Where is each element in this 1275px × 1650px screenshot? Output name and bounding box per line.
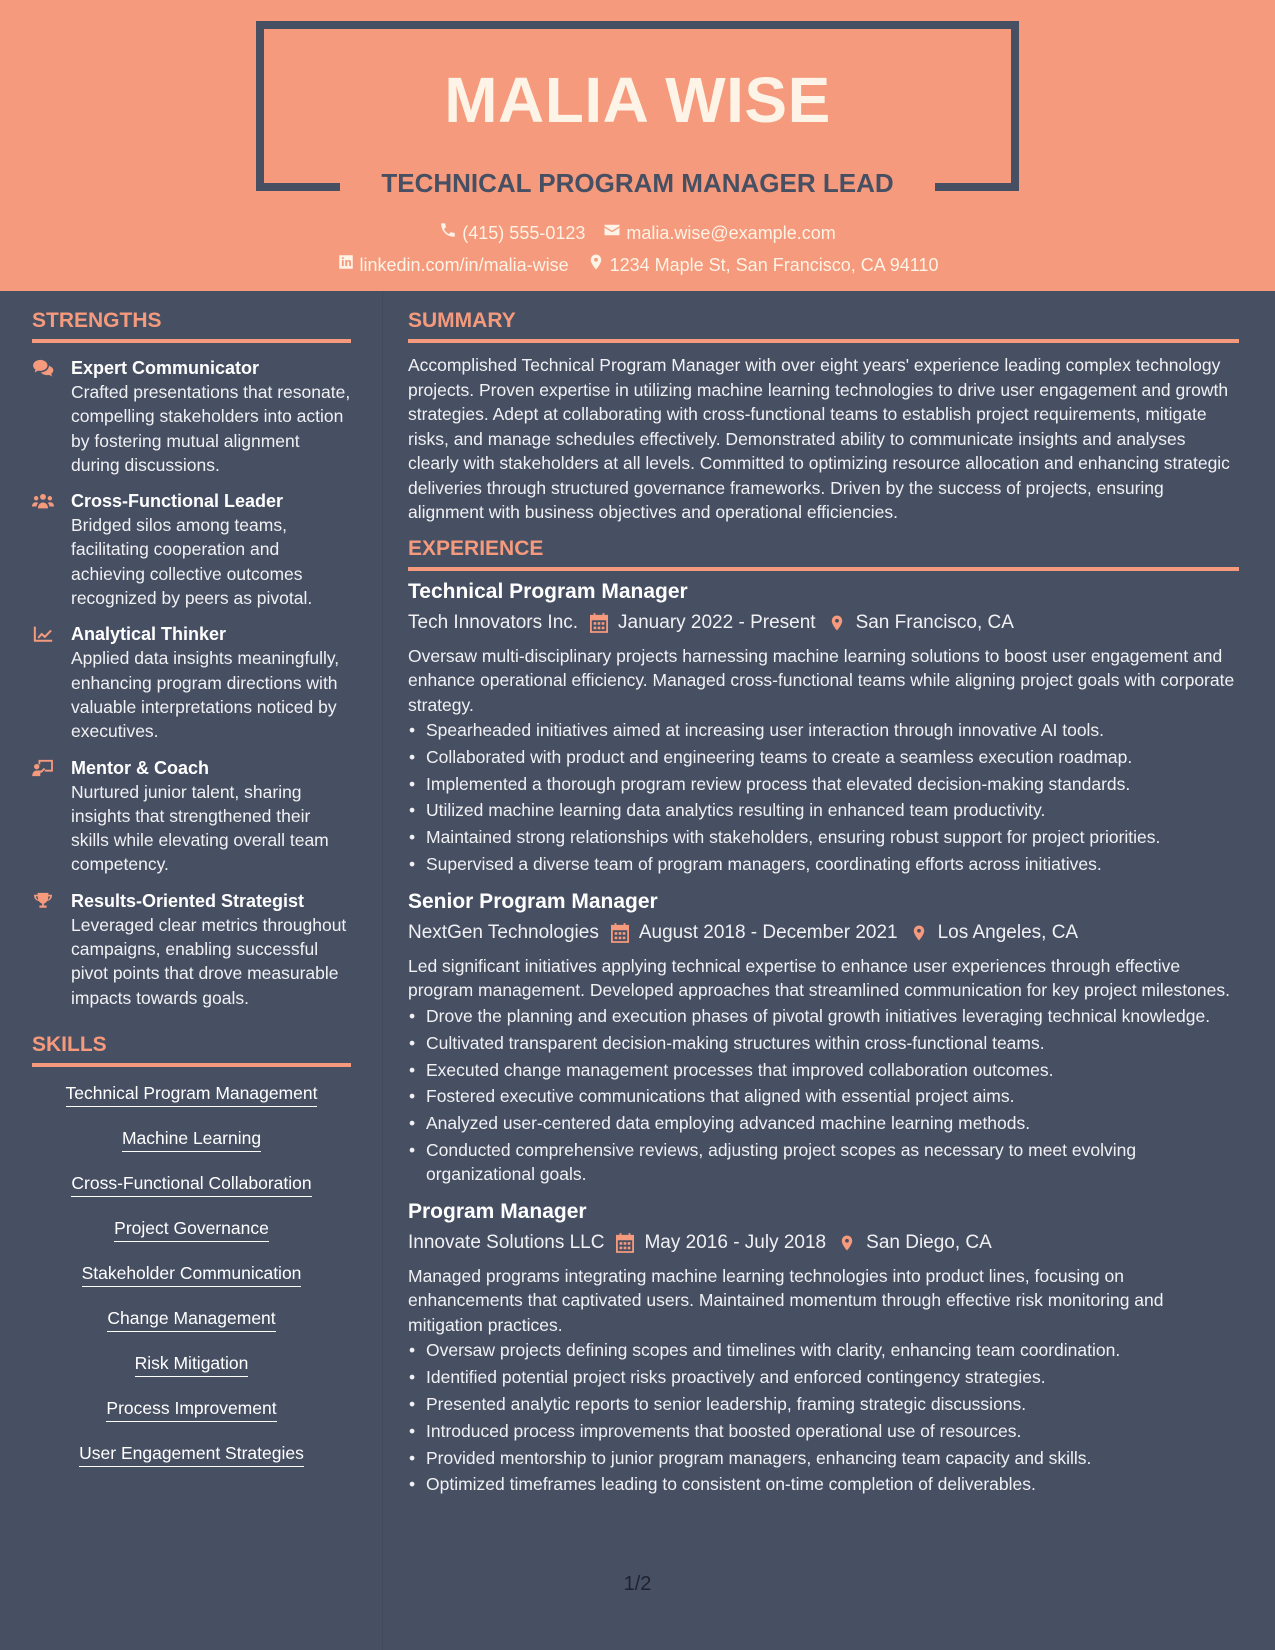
list-item: • Fostered executive communications that aligned with essential project aims.	[408, 1084, 1239, 1108]
list-item: • Oversaw projects defining scopes and timelines with clarity, enhancing team coordination.	[408, 1338, 1239, 1362]
list-item: • Analyzed user-centered data employing advanced machine learning methods.	[408, 1111, 1239, 1135]
list-item: • Drove the planning and execution phases of pivotal growth initiatives leveraging technical knowledge.	[408, 1004, 1239, 1028]
header	[0, 0, 1275, 291]
job-bullets	[408, 1338, 1239, 1496]
skill-tag: Risk Mitigation	[135, 1352, 249, 1377]
summary-heading: SUMMARY	[408, 308, 1239, 343]
list-item: • Conducted comprehensive reviews, adjusting project scopes as necessary to meet evolving organizational goals.	[408, 1138, 1239, 1186]
strength-description: Crafted presentations that resonate, compelling stakeholders into action by fostering mutual alignment during discussions.	[71, 382, 351, 475]
map-marker-icon	[910, 923, 928, 943]
contact-row	[0, 253, 1275, 276]
skills-list	[32, 1082, 351, 1487]
job-entry	[408, 889, 1239, 1186]
job-dates: May 2016 - July 2018	[644, 1231, 827, 1253]
list-item: • Utilized machine learning data analytics resulting in enhanced team productivity.	[408, 798, 1239, 822]
summary-text: Accomplished Technical Program Manager with over eight years' experience leading complex technology projects. Proven expertise in utilizing machine learning technologies to drive user engagement and growth strategies. Adept at collaborating with cross-functional teams to establish project requirements, mitigate risks, and manage schedules effectively. Demonstrated ability to communicate insights and analyses clearly with stakeholders at all levels. Committed to optimizing resource allocation and enhancing strategic deliveries through structured governance frameworks. Driven by the success of projects, ensuring alignment with business objectives and operational efficiencies.	[408, 355, 1230, 522]
list-item: • Optimized timeframes leading to consistent on-time completion of deliverables.	[408, 1472, 1239, 1496]
candidate-name: MALIA WISE	[444, 64, 831, 136]
job-dates: August 2018 - December 2021	[638, 921, 898, 943]
skill-tag: User Engagement Strategies	[79, 1442, 304, 1467]
list-item: • Identified potential project risks proactively and enforced contingency strategies.	[408, 1365, 1239, 1389]
map-marker-icon	[828, 613, 846, 633]
map-marker-icon	[838, 1233, 856, 1253]
phone-icon	[439, 221, 457, 244]
list-item: • Provided mentorship to junior program managers, enhancing team capacity and skills.	[408, 1446, 1239, 1470]
address-contact	[587, 253, 939, 276]
linkedin-text: linkedin.com/in/malia-wise	[359, 254, 569, 275]
trophy-icon	[32, 892, 54, 910]
strength-description: Applied data insights meaningfully, enhancing program directions with valuable interpretations noticed by executives.	[71, 648, 340, 742]
strength-description: Leveraged clear metrics throughout campaigns, enabling successful pivot points that drove measurable impacts towards goals.	[71, 914, 347, 1008]
address-text: 1234 Maple St, San Francisco, CA 94110	[609, 254, 939, 275]
skill-tag: Machine Learning	[122, 1127, 261, 1152]
job-location: San Francisco, CA	[855, 611, 1014, 633]
skills-heading: SKILLS	[32, 1032, 351, 1067]
company-name: NextGen Technologies	[408, 921, 599, 943]
calendar-icon	[590, 613, 608, 633]
strength-title: Cross-Functional Leader	[71, 491, 284, 512]
list-item: • Presented analytic reports to senior leadership, framing strategic discussions.	[408, 1392, 1239, 1416]
skill-tag: Stakeholder Communication	[82, 1262, 302, 1287]
job-dates: January 2022 - Present	[618, 611, 816, 633]
contact-row	[0, 221, 1275, 244]
job-entry	[408, 1199, 1239, 1496]
strength-title: Mentor & Coach	[71, 757, 210, 778]
strength-description: Bridged silos among teams, facilitating cooperation and achieving collective outcomes recognized by peers as pivotal.	[71, 515, 313, 609]
job-description: Led significant initiatives applying technical expertise to enhance user experiences through effective program management. Developed approaches that streamlined communication for key project milestones.	[408, 955, 1230, 1001]
list-item: • Collaborated with product and engineering teams to create a seamless execution roadmap.	[408, 745, 1239, 769]
list-item: • Spearheaded initiatives aimed at increasing user interaction through innovative AI tools.	[408, 718, 1239, 742]
right-column	[408, 291, 1239, 1499]
strength-title: Expert Communicator	[71, 358, 260, 378]
chart-line-icon	[32, 625, 54, 643]
job-bullets	[408, 1004, 1239, 1186]
strength-item	[32, 489, 351, 610]
job-role: Technical Program Manager	[408, 579, 688, 603]
list-item: • Maintained strong relationships with stakeholders, ensuring robust support for project priorities.	[408, 825, 1239, 849]
job-bullets	[408, 718, 1239, 876]
company-name: Innovate Solutions LLC	[408, 1231, 605, 1253]
list-item: • Executed change management processes that improved collaboration outcomes.	[408, 1058, 1239, 1082]
strength-description: Nurtured junior talent, sharing insights that strengthened their skills while elevating overall team competency.	[71, 781, 329, 875]
list-item: • Cultivated transparent decision-making structures within cross-functional teams.	[408, 1031, 1239, 1055]
skill-tag: Technical Program Management	[66, 1082, 318, 1107]
chalkboard-teacher-icon	[32, 759, 54, 777]
skill-tag: Process Improvement	[106, 1397, 276, 1422]
job-meta	[408, 611, 1239, 635]
users-icon	[32, 492, 54, 510]
skill-tag: Change Management	[107, 1307, 275, 1332]
strength-item	[32, 889, 351, 1010]
job-role: Program Manager	[408, 1199, 587, 1223]
map-marker-icon	[587, 253, 605, 276]
linkedin-icon	[337, 253, 355, 276]
job-role: Senior Program Manager	[408, 889, 658, 913]
candidate-title: TECHNICAL PROGRAM MANAGER LEAD	[381, 168, 894, 198]
strength-item	[32, 356, 351, 477]
list-item: • Introduced process improvements that boosted operational use of resources.	[408, 1419, 1239, 1443]
calendar-icon	[611, 923, 629, 943]
strengths-heading: STRENGTHS	[32, 308, 351, 343]
job-location: San Diego, CA	[866, 1231, 992, 1253]
phone-text: (415) 555-0123	[462, 222, 586, 243]
company-name: Tech Innovators Inc.	[408, 611, 579, 633]
job-entry	[408, 579, 1239, 876]
job-meta	[408, 921, 1239, 945]
list-item: • Implemented a thorough program review process that elevated decision-making standards.	[408, 772, 1239, 796]
skill-tag: Cross-Functional Collaboration	[71, 1172, 311, 1197]
skill-tag: Project Governance	[114, 1217, 269, 1242]
experience-heading: EXPERIENCE	[408, 536, 1239, 571]
job-description: Oversaw multi-disciplinary projects harnessing machine learning solutions to boost user engagement and enhance operational efficiency. Managed cross-functional teams while aligning project goals with corporate strategy.	[408, 645, 1235, 715]
comments-icon	[32, 359, 54, 377]
phone-contact[interactable]	[439, 221, 585, 244]
calendar-icon	[616, 1233, 634, 1253]
linkedin-contact[interactable]	[337, 253, 569, 276]
page-number: 1/2	[623, 1573, 652, 1595]
left-column	[32, 291, 351, 1487]
job-location: Los Angeles, CA	[937, 921, 1079, 943]
job-description: Managed programs integrating machine learning technologies into product lines, focusing on enhancements that captivated users. Maintained momentum through effective risk monitoring and mitigation practices.	[408, 1265, 1164, 1335]
strength-item	[32, 622, 351, 743]
envelope-icon	[603, 221, 621, 244]
strength-title: Analytical Thinker	[71, 624, 227, 645]
job-meta	[408, 1231, 1239, 1255]
email-text: malia.wise@example.com	[626, 222, 836, 243]
strength-title: Results-Oriented Strategist	[71, 890, 305, 911]
email-contact[interactable]	[603, 221, 835, 244]
list-item: • Supervised a diverse team of program managers, coordinating efforts across initiatives.	[408, 852, 1239, 876]
strength-item	[32, 756, 351, 877]
